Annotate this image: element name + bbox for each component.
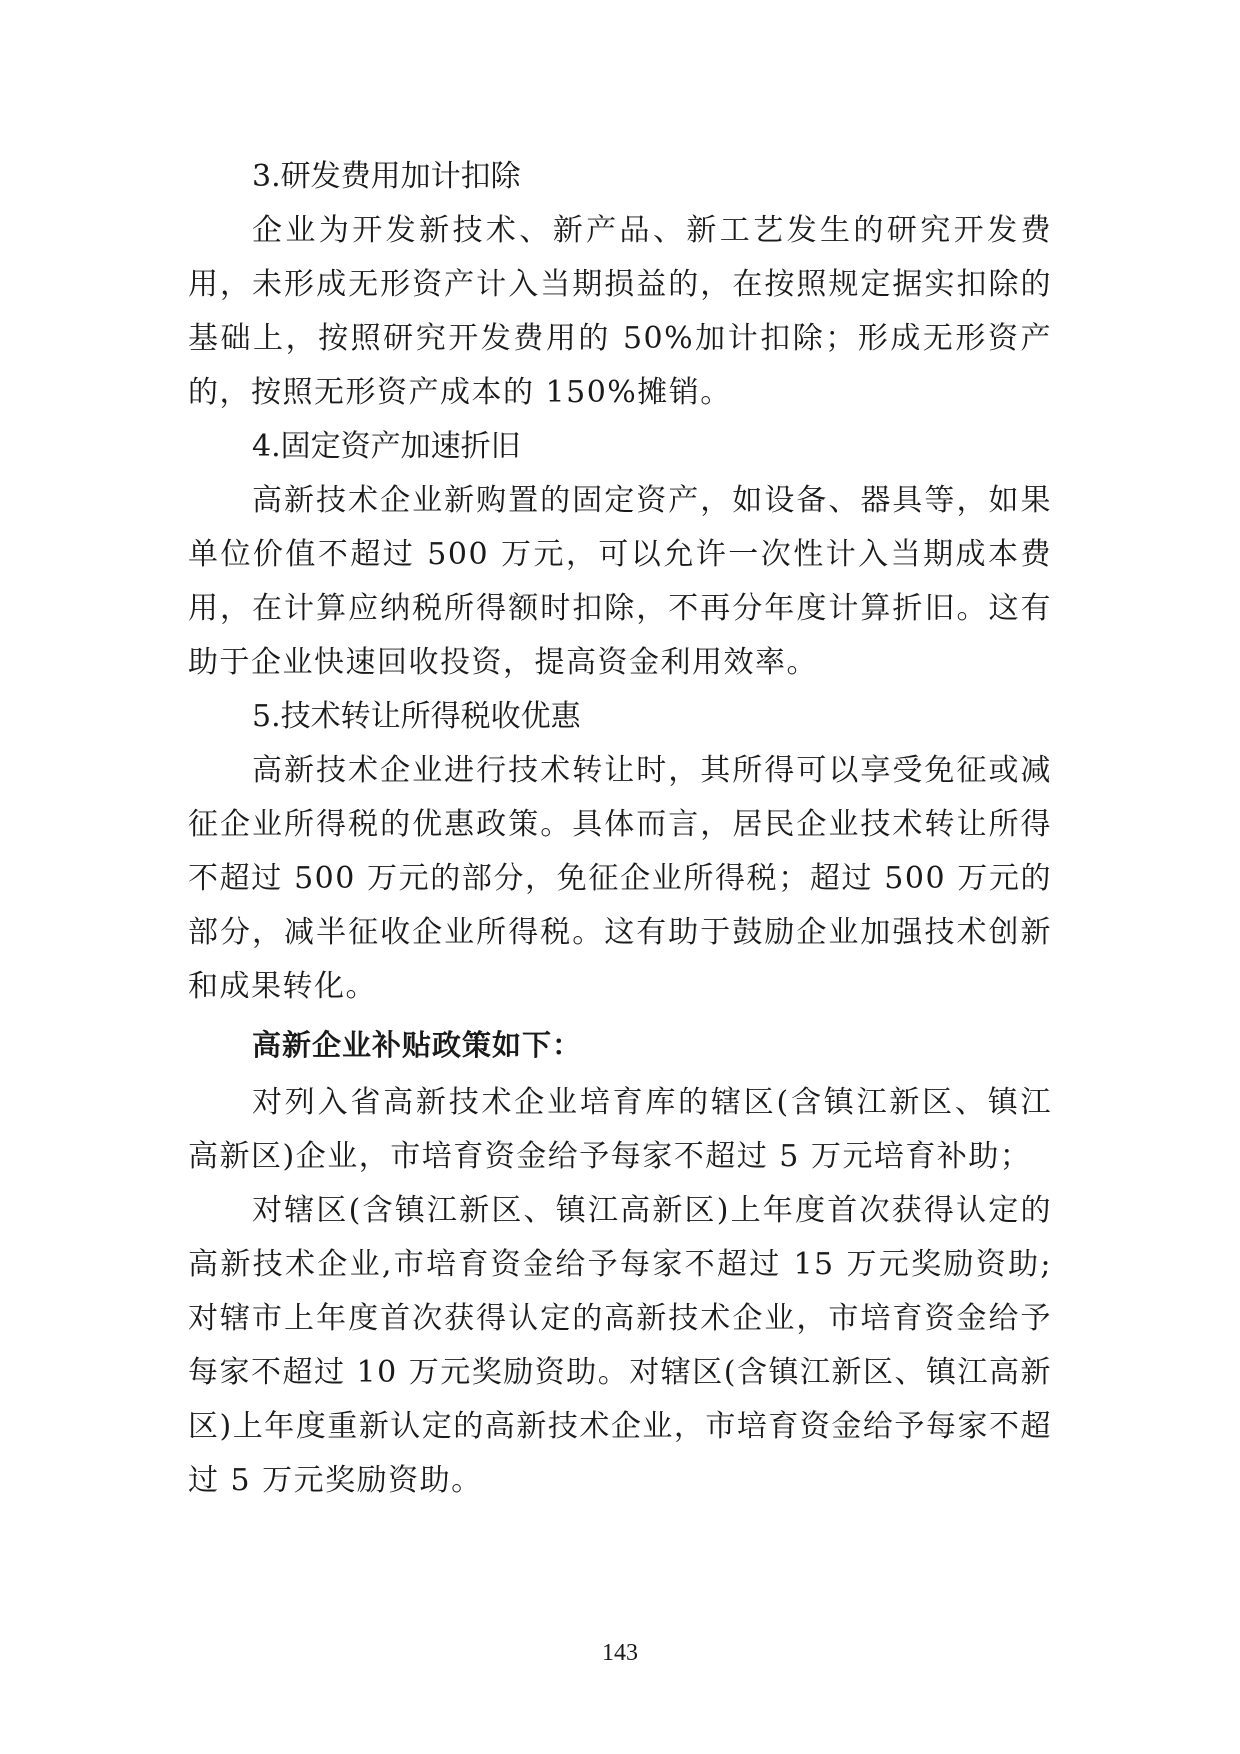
- subsidy-heading: 高新企业补贴政策如下：: [252, 1028, 583, 1062]
- section-paragraph-accelerated-depreciation: 高新技术企业新购置的固定资产，如设备、器具等，如果单位价值不超过 500 万元，可以允许一次性计入当期成本费用，在计算应纳税所得额时扣除，不再分年度计算折旧。这有助于企业快速回收投资，提高资金利用效率。: [188, 483, 1052, 680]
- page-body: [188, 150, 1052, 1508]
- section-paragraph-technology-transfer: 高新技术企业进行技术转让时，其所得可以享受免征或减征企业所得税的优惠政策。具体而言，居民企业技术转让所得不超过 500 万元的部分，免征企业所得税；超过 500 万元的部分，减半征收企业所得税。这有助于鼓励企业加强技术创新和成果转化。: [188, 753, 1052, 1004]
- subsidy-paragraph-cultivation: 对列入省高新技术企业培育库的辖区(含镇江新区、镇江高新区)企业，市培育资金给予每家不超过 5 万元培育补助；: [188, 1085, 1052, 1174]
- section-heading-rd-deduction: 3.研发费用加计扣除: [252, 159, 521, 194]
- section-paragraph-rd-deduction: 企业为开发新技术、新产品、新工艺发生的研究开发费用，未形成无形资产计入当期损益的，在按照规定据实扣除的基础上，按照研究开发费用的 50%加计扣除；形成无形资产的，按照无形资产成本的 150%摊销。: [188, 213, 1052, 410]
- page-number: 143: [602, 1640, 638, 1666]
- section-heading-accelerated-depreciation: 4.固定资产加速折旧: [252, 429, 521, 464]
- subsidy-paragraph-award: 对辖区(含镇江新区、镇江高新区)上年度首次获得认定的高新技术企业,市培育资金给予每家不超过 15 万元奖励资助;对辖市上年度首次获得认定的高新技术企业，市培育资金给予每家不超过 10 万元奖励资助。对辖区(含镇江新区、镇江高新区)上年度重新认定的高新技术企业，市培育资金给予每家不超过 5 万元奖励资助。: [188, 1193, 1052, 1498]
- section-heading-technology-transfer: 5.技术转让所得税收优惠: [252, 699, 581, 734]
